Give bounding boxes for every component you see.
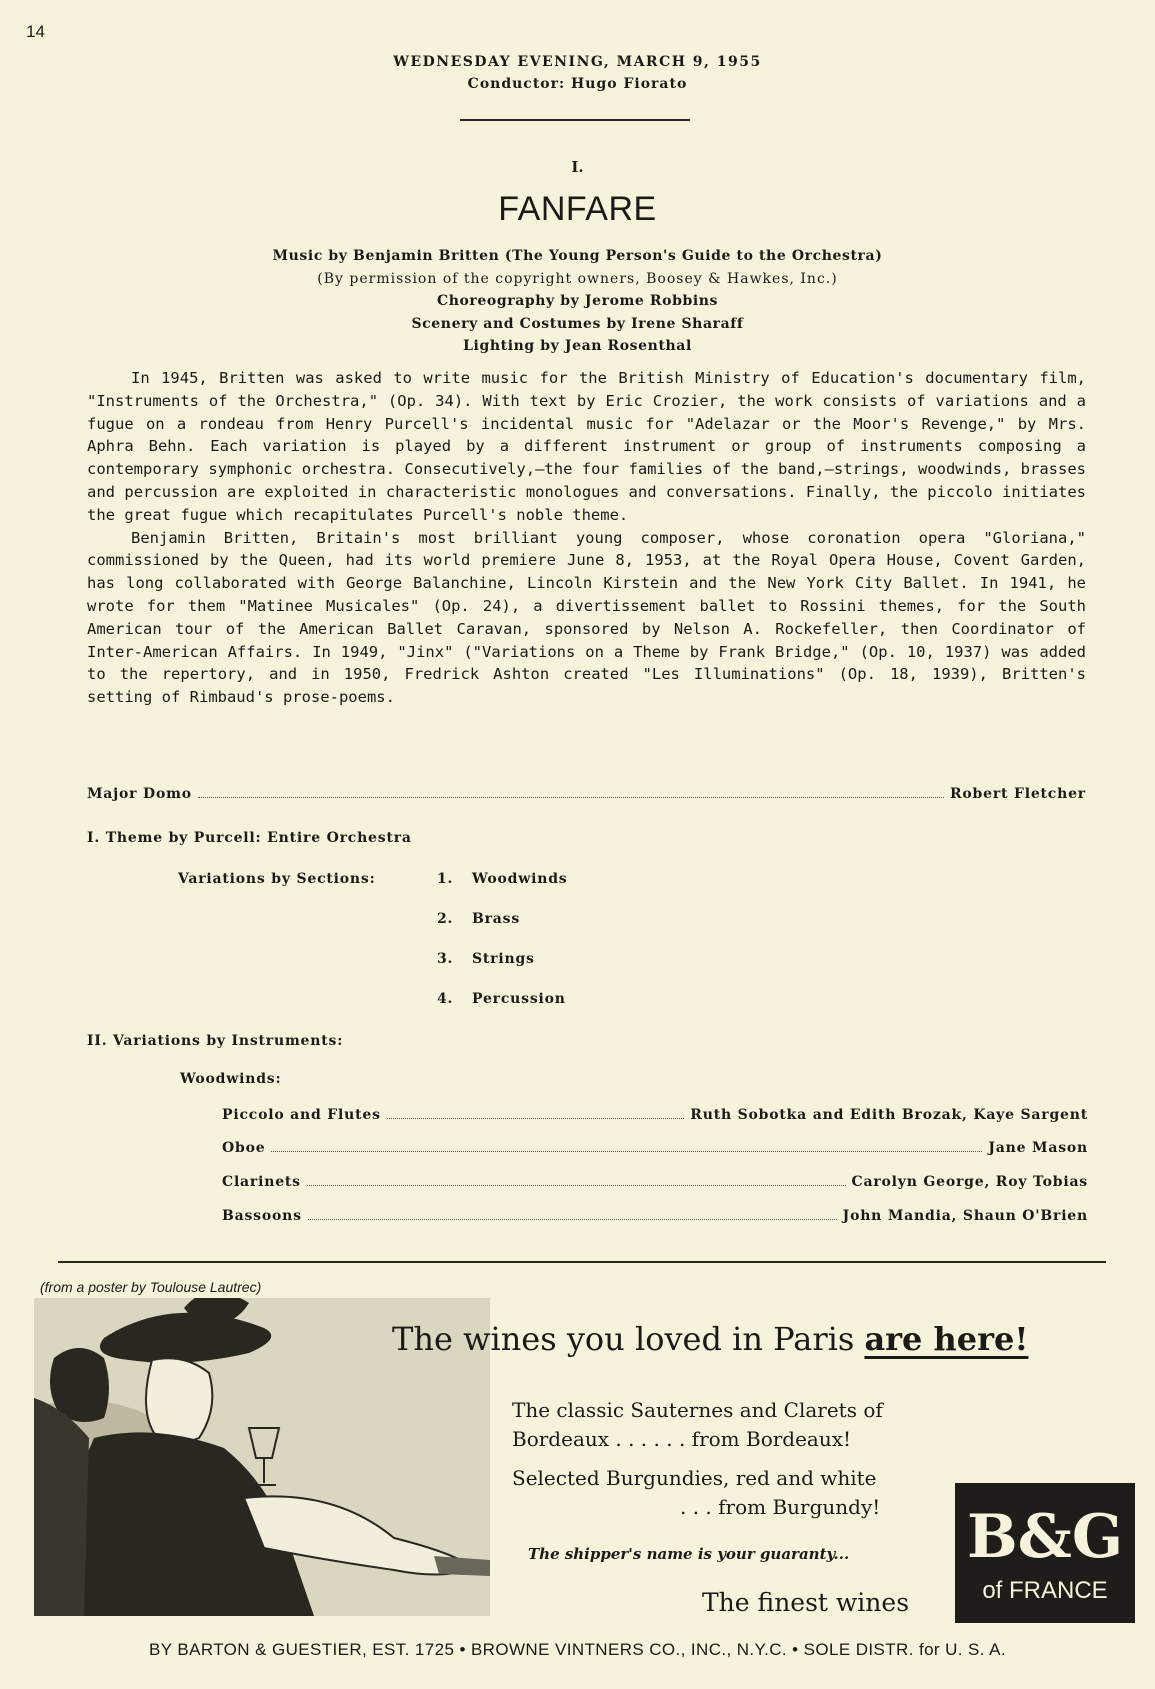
leader-dots	[271, 1151, 982, 1152]
cast-dancer: Robert Fletcher	[949, 786, 1086, 802]
program-notes	[87, 367, 1086, 709]
ad-tagline: The finest wines	[702, 1588, 910, 1617]
credit-permission: (By permission of the copyright owners, Boosey & Hawkes, Inc.)	[317, 270, 838, 287]
cast-row-major-domo	[87, 786, 1086, 802]
section-number: I.	[571, 158, 584, 176]
section-name: Brass	[472, 911, 521, 927]
notes-paragraph: In 1945, Britten was asked to write music for the British Ministry of Education's documentary film, "Instruments of the Orchestra," (Op. 34). With text by Eric Crozier, the work consists of variations and a fugue on a rondeau from Henry Purcell's incidental music for "Adelazar or the Moor's Revenge," by Mrs. Aphra Behn. Each variation is played by a different instrument or group of instruments composing a contemporary symphonic orchestra. Consecutively,—the four families of the band,—strings, woodwinds, brasses and percussion are exploited in characteristic monologues and conversations. Finally, the piccolo initiates the great fugue which recapitulates Purcell's noble theme.	[87, 369, 1086, 524]
cast-role: Piccolo and Flutes	[222, 1107, 381, 1123]
ad-line: The classic Sauternes and Clarets of	[512, 1398, 883, 1422]
cast-dancer: Carolyn George, Roy Tobias	[851, 1174, 1088, 1190]
bg-logo	[955, 1483, 1135, 1623]
notes-paragraph: Benjamin Britten, Britain's most brilliant young composer, whose coronation opera "Gloriana," commissioned by the Queen, had its world premiere June 8, 1953, at the Royal Opera House, Covent Garden, has long collaborated with George Balanchine, Lincoln Kirstein and the New York City Ballet. In 1941, he wrote for them "Matinee Musicales" (Op. 24), a divertissement ballet to Rossini themes, for the South American tour of the American Ballet Caravan, sponsored by Nelson A. Rockefeller, then Coordinator of Inter-American Affairs. In 1949, "Jinx" ("Variations on a Theme by Frank Bridge," (Op. 10, 1937) was added to the repertory, and in 1950, Fredrick Ashton created "Les Illuminations" (Op. 18, 1939), Britten's setting of Rimbaud's prose-poems.	[87, 528, 1086, 707]
cast-row	[222, 1208, 1088, 1224]
variations-label: Variations by Sections:	[178, 871, 376, 887]
woodwinds-label: Woodwinds:	[180, 1071, 282, 1087]
ad-footer: BY BARTON & GUESTIER, EST. 1725 • BROWNE VINTNERS CO., INC., N.Y.C. • SOLE DISTR. for U. S. A.	[149, 1640, 1006, 1659]
cast-row	[222, 1174, 1088, 1190]
section-name: Strings	[472, 951, 535, 967]
advertisement-divider	[58, 1261, 1106, 1263]
credits-block	[0, 245, 1155, 358]
cast-row	[222, 1140, 1088, 1156]
ballet-title: FANFARE	[498, 190, 657, 228]
section-num: 2.	[437, 911, 454, 927]
credit-choreography: Choreography by Jerome Robbins	[436, 293, 719, 309]
title-divider	[460, 119, 690, 121]
cast-row	[222, 1107, 1088, 1123]
section-num: 3.	[437, 951, 454, 967]
theme-line: I. Theme by Purcell: Entire Orchestra	[87, 830, 412, 846]
credit-scenery: Scenery and Costumes by Irene Sharaff	[411, 315, 744, 332]
cast-role: Bassoons	[222, 1208, 302, 1224]
section-num: 1.	[437, 871, 454, 887]
cast-dancer: Jane Mason	[988, 1140, 1088, 1156]
leader-dots	[308, 1219, 837, 1220]
leader-dots	[387, 1118, 685, 1119]
poster-caption: (from a poster by Toulouse Lautrec)	[40, 1279, 262, 1295]
cast-dancer: Ruth Sobotka and Edith Brozak, Kaye Sargent	[690, 1107, 1088, 1123]
section-num: 4.	[437, 991, 454, 1007]
ad-line: . . . from Burgundy!	[680, 1495, 881, 1519]
section-name: Percussion	[472, 991, 566, 1007]
headline-emphasis: are here!	[864, 1320, 1029, 1358]
instruments-line: II. Variations by Instruments:	[87, 1033, 344, 1049]
ad-guaranty: The shipper's name is your guaranty...	[528, 1545, 850, 1563]
leader-dots	[307, 1185, 846, 1186]
ad-line: Bordeaux . . . . . . from Bordeaux!	[512, 1427, 852, 1451]
headline-text: The wines you loved in Paris	[392, 1320, 855, 1358]
credit-music: Music by Benjamin Britten (The Young Person's Guide to the Orchestra)	[272, 248, 883, 264]
ad-headline	[392, 1320, 1028, 1358]
page-number: 14	[26, 22, 45, 41]
logo-monogram: B&G	[966, 1502, 1124, 1572]
credit-lighting: Lighting by Jean Rosenthal	[463, 338, 692, 354]
section-name: Woodwinds	[472, 871, 568, 887]
cast-role: Clarinets	[222, 1174, 301, 1190]
leader-dots	[198, 797, 944, 798]
cast-role: Oboe	[222, 1140, 266, 1156]
logo-subtitle: of FRANCE	[982, 1577, 1108, 1604]
ad-line: Selected Burgundies, red and white	[512, 1466, 877, 1490]
conductor-line: Conductor: Hugo Fiorato	[467, 76, 688, 92]
cast-role: Major Domo	[87, 786, 192, 802]
cast-dancer: John Mandia, Shaun O'Brien	[842, 1208, 1088, 1224]
date-line: WEDNESDAY EVENING, MARCH 9, 1955	[393, 54, 762, 70]
